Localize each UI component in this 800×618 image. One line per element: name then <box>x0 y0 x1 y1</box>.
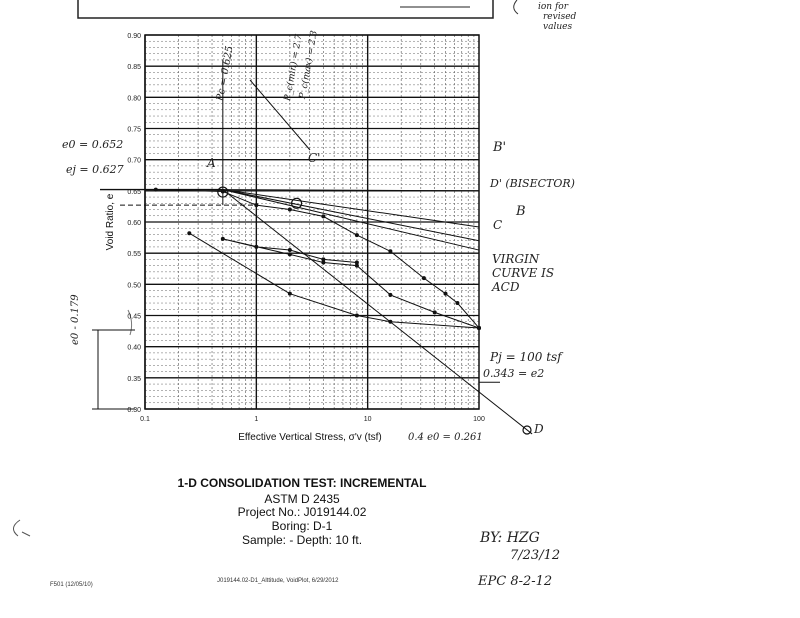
data-point <box>221 237 225 241</box>
signature-checked: EPC 8-2-12 <box>478 574 553 589</box>
data-point <box>355 314 359 318</box>
note-04e0: 0.4 e0 = 0.261 <box>408 432 483 443</box>
data-point <box>321 257 325 261</box>
data-point <box>422 276 426 280</box>
note-virgin-curve: VIRGIN CURVE IS ACD <box>492 252 555 294</box>
x-axis-label: Effective Vertical Stress, σ'v (tsf) <box>238 432 382 443</box>
y-tick-label: 0.35 <box>127 375 141 383</box>
footer-file: J019144.02-D1_Alttitude, VoidPlot, 6/29/2012 <box>217 578 339 584</box>
note-values: values <box>543 22 573 32</box>
note-ion-for: ion for <box>538 2 569 12</box>
label-b: B <box>516 204 526 219</box>
data-point <box>154 188 158 192</box>
note-e0: e0 = 0.652 <box>62 138 124 151</box>
data-point <box>221 189 225 193</box>
note-e2: 0.343 = e2 <box>483 367 545 380</box>
hand-marks <box>218 187 531 434</box>
note-cc-dim: e0 - 0.179 <box>70 294 81 345</box>
y-tick-label: 0.30 <box>127 407 141 414</box>
y-tick-label: 0.60 <box>127 220 141 227</box>
data-point <box>477 326 481 330</box>
x-tick-label: 1 <box>254 416 259 423</box>
label-b-prime: B' <box>493 140 507 155</box>
data-point <box>288 292 292 296</box>
label-d: D <box>534 422 544 436</box>
y-tick-label: 0.65 <box>127 188 141 196</box>
y-tick-label: 0.40 <box>127 344 141 352</box>
note-pc: Pc = 0.625 <box>215 45 236 102</box>
y-tick-label: 0.45 <box>127 313 141 321</box>
data-point <box>288 248 292 252</box>
caption-boring: Boring: D-1 <box>271 519 333 533</box>
data-point <box>355 233 359 237</box>
data-point <box>388 293 392 297</box>
note-pcmin: P_c(min) = 2.7 <box>283 33 305 102</box>
top-box <box>78 0 493 18</box>
data-point <box>443 292 447 296</box>
y-tick-label: 0.85 <box>127 64 141 72</box>
data-point <box>187 231 191 235</box>
signature-by: BY: HZG <box>480 530 540 546</box>
note-a: A <box>207 156 216 170</box>
data-point <box>388 320 392 324</box>
y-tick-label: 0.75 <box>127 126 141 134</box>
x-tick-label: 100 <box>473 416 485 423</box>
data-point <box>321 214 325 218</box>
data-point <box>254 203 258 207</box>
signature-date: 7/23/12 <box>510 548 561 563</box>
bracket-mark <box>514 0 518 14</box>
footer-form: F501 (12/05/10) <box>50 582 93 588</box>
y-tick-label: 0.70 <box>127 157 141 165</box>
note-pcmax: P_c(max) = 2.3 <box>298 29 320 100</box>
x-tick-label: 10 <box>363 416 372 423</box>
series-line <box>223 239 479 328</box>
label-d-prime: D' (BISECTOR) <box>490 177 575 190</box>
note-revised: revised <box>543 12 577 22</box>
note-pj: Pj = 100 tsf <box>490 350 562 364</box>
data-point <box>388 249 392 253</box>
caption-standard: ASTM D 2435 <box>264 492 340 506</box>
top-frame <box>13 0 518 536</box>
data-point <box>288 208 292 212</box>
y-tick-label: 0.90 <box>127 33 141 40</box>
note-c-prime: C' <box>308 151 321 165</box>
y-tick-label: 0.50 <box>127 282 141 290</box>
label-c: C <box>493 218 503 232</box>
caption-title: 1-D CONSOLIDATION TEST: INCREMENTAL <box>177 476 427 490</box>
y-tick-label: 0.55 <box>127 251 141 259</box>
data-point <box>433 310 437 314</box>
data-point <box>288 252 292 256</box>
caption-sample: Sample: - Depth: 10 ft. <box>241 533 363 547</box>
data-point <box>254 245 258 249</box>
series-line <box>156 190 479 328</box>
y-tick-label: 0.80 <box>127 95 141 103</box>
y-axis-label: Void Ratio, e <box>105 193 116 251</box>
caption-project: Project No.: J019144.02 <box>237 505 367 519</box>
x-tick-label: 0.1 <box>140 416 150 423</box>
data-point <box>355 261 359 265</box>
data-point <box>455 301 459 305</box>
note-ej: ej = 0.627 <box>66 163 124 176</box>
